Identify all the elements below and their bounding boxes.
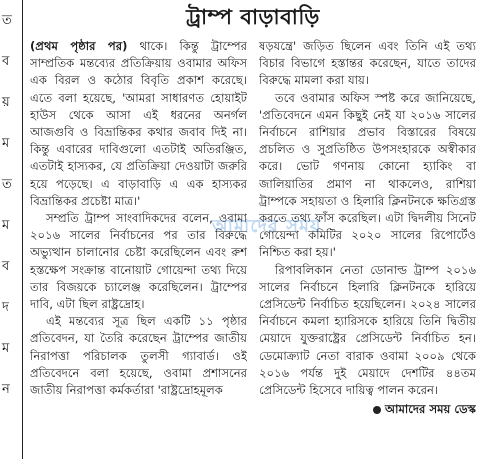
- left-column: [30, 38, 247, 418]
- paragraph: রিপাবলিকান নেতা ডোনাল্ড ট্রাম্প ২০১৬ সালের নির্বাচনে হিলারি ক্লিনটনকে হারিয়ে প্রেসিডেন্ট নির্বাচিত হয়েছিলেন। ২০২৪ সালের নির্বাচনে কমলা হ্যারিসকে হারিয়ে তিনি দ্বিতীয় মেয়াদে যুক্তরাষ্ট্রের প্রেসিডেন্ট নির্বাচিত হন। ডেমোক্র্যাট নেতা বারাক ওবামা ২০০৯ থেকে ২০১৬ পর্যন্ত দুই মেয়াদে দেশটির ৪৪তম প্রেসিডেন্ট হিসেবে দায়িত্ব পালন করেন।: [259, 262, 476, 398]
- strip-char: দ: [2, 300, 9, 315]
- right-column: [259, 38, 476, 418]
- strip-char: ত: [2, 177, 12, 192]
- paragraph: তবে ওবামার অফিস স্পষ্ট করে জানিয়েছে, 'প্রতিবেদনে এমন কিছুই নেই যা ২০১৬ সালের নির্বাচনে রাশিয়ার প্রভাব বিস্তারের বিষয়ে প্রচলিত ও সুপ্রতিষ্ঠিত উপসংহারকে অস্বীকার করে। ভোট গণনায় কোনো হ্যাকিং বা জালিয়াতির প্রমাণ না থাকলেও, রাশিয়া ট্রাম্পকে সহায়তা ও হিলারি ক্লিনটনকে ক্ষতিগ্রস্ত করতে তথ্য ফাঁস করেছিল। এটা দ্বিদলীয় সিনেট গোয়েন্দা কমিটির ২০২০ সালের রিপোর্টেও নিশ্চিত করা হয়।': [259, 90, 476, 260]
- strip-char: ম: [2, 341, 10, 356]
- strip-char: ন: [2, 382, 10, 397]
- article-headline: ট্রাম্প বাড়াবাড়ি: [186, 5, 320, 29]
- credit-text: আমাদের সময় ডেস্ক: [384, 402, 476, 417]
- news-article: [30, 2, 476, 457]
- paragraph: ষড়যন্ত্রে' জড়িত ছিলেন এবং তিনি এই তথ্য বিচার বিভাগে হস্তান্তর করেছেন, যাতে তাদের বিরুদ্ধে মামলা করা যায়।: [259, 39, 476, 88]
- strip-char: ব: [2, 54, 10, 69]
- paragraph-text: থাকে। কিন্তু ট্রাম্পের সাম্প্রতিক মন্তব্যের প্রতিক্রিয়ায় ওবামার অফিস এক বিরল ও কঠোর বিবৃতি প্রকাশ করেছে। এতে বলা হয়েছে, 'আমরা সাধারণত হোয়াইট হাউস থেকে আসা এই ধরনের অনর্গল আজগুবি ও বিভ্রান্তিকর কথার জবাব দিই না। কিন্তু এবারের দাবিগুলো এতটাই অতিরঞ্জিত, এতটাই হাস্যকর, যে প্রতিক্রিয়া দেওয়াটা জরুরি হয়ে পড়েছে। এ বাড়াবাড়ি এ এক হাস্যকর বিভ্রান্তিকর প্রচেষ্টা মাত্র।': [30, 39, 247, 208]
- continued-from-marker: (প্রথম পৃষ্ঠার পর): [30, 39, 128, 53]
- article-credit: [259, 401, 476, 418]
- article-body: [30, 38, 476, 418]
- strip-char: ম: [2, 218, 10, 233]
- strip-char: ত: [2, 13, 12, 28]
- bullet-icon: [373, 406, 381, 414]
- strip-char: ম: [2, 136, 10, 151]
- adjacent-column-strip: [0, 0, 23, 459]
- watermark-logo: আমাদের সময়: [212, 216, 322, 237]
- paragraph: এই মন্তব্যের সূত্র ছিল একটি ১১ পৃষ্ঠার প্রতিবেদন, যা তৈরি করেছেন ট্রাম্পের জাতীয় নিরাপত্তা পরিচালক তুলসী গ্যাবার্ড। ওই প্রতিবেদনে বলা হয়েছে, ওবামা প্রশাসনের জাতীয় নিরাপত্তা কর্মকর্তারা 'রাষ্ট্রদ্রোহমূলক: [30, 314, 247, 398]
- paragraph: সম্প্রতি ট্রাম্প সাংবাদিকদের বলেন, ওবামা ২০১৬ সালের নির্বাচনের পর তার বিরুদ্ধে অভ্যুত্থান চালানোর চেষ্টা করেছিলেন এবং রুশ হস্তক্ষেপ সংক্রান্ত বানোয়াট গোয়েন্দা তথ্য দিয়ে তার বিজয়কে চ্যালেঞ্জ করেছিলেন। ট্রাম্পের দাবি, এটা ছিল রাষ্ট্রদ্রোহ।: [30, 211, 247, 312]
- strip-char: ব: [2, 259, 10, 274]
- strip-char: য়: [2, 95, 10, 110]
- paragraph: [30, 38, 247, 210]
